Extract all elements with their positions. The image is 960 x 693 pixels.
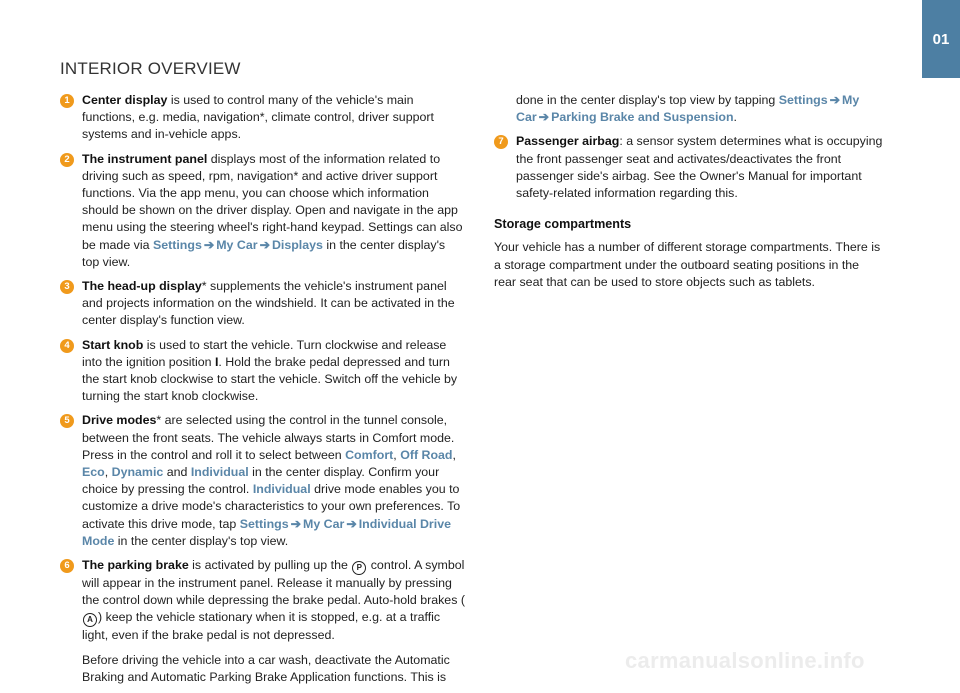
item-head-up-display [60, 278, 465, 330]
mode-off-road: Off Road [400, 447, 453, 462]
parking-brake-icon: P [352, 561, 366, 575]
menu-parking-brake-suspension: Parking Brake and Suspension [551, 110, 734, 125]
auto-hold-icon: A [83, 613, 97, 627]
item-term: Drive modes [82, 413, 157, 428]
menu-displays: Displays [271, 237, 323, 252]
item-start-knob [60, 337, 465, 406]
item-text [82, 151, 465, 271]
separator: , [452, 447, 456, 462]
separator: , [393, 447, 401, 462]
menu-my-car: My Car [216, 237, 258, 252]
mode-individual: Individual [190, 465, 249, 480]
left-column [60, 92, 465, 693]
item-body: . Hold the brake pedal depressed and turn the start knob clockwise to start the vehicle. Switch off the vehicle by turning the start knob clockwise. [82, 354, 458, 404]
item-text [82, 412, 465, 550]
menu-individual-drive-mode: Individual Drive Mode [82, 516, 451, 548]
item-body: . [733, 110, 737, 125]
mode-comfort: Comfort [345, 447, 394, 462]
mode-eco: Eco [82, 465, 105, 480]
number-badge: 5 [60, 414, 74, 428]
item-text [82, 337, 465, 406]
item-passenger-airbag [494, 133, 884, 202]
item-term: Center display [82, 93, 168, 107]
number-badge: 2 [60, 153, 74, 167]
menu-my-car: My Car [516, 93, 860, 125]
item-parking-brake [60, 557, 465, 686]
separator: , [104, 465, 112, 480]
item-term: The parking brake [82, 558, 189, 573]
arrow-icon: ➔ [259, 237, 270, 252]
item-body: is activated by pulling up the [188, 558, 352, 573]
item-body: is used to control many of the vehicle's main functions, e.g. media, navigation*, climate control, driver support systems and in-vehicle apps. [82, 93, 434, 142]
item-body: in the center display. Confirm your choice by pressing the control. [82, 465, 440, 497]
item-body: in the center display's top view. [82, 237, 446, 269]
arrow-icon: ➔ [829, 93, 841, 107]
arrow-icon: ➔ [203, 237, 215, 252]
watermark: carmanualsonline.info [625, 648, 865, 673]
item-body: * are selected using the control in the tunnel console, between the front seats. The vehicle always starts in Comfort mode. Press in the control and roll it to select between [82, 413, 455, 462]
item-text [82, 278, 465, 330]
chapter-tab [922, 0, 960, 78]
item-drive-modes [60, 412, 465, 550]
item-body: is used to start the vehicle. Turn clockwise and release into the ignition position [82, 337, 447, 369]
separator: and [163, 465, 191, 480]
item-term: The instrument panel [82, 151, 208, 166]
storage-text: Your vehicle has a number of different storage compartments. There is a storage compartment under the outboard seating positions in the rear seat that can be used to store objects such as tablets. [494, 240, 881, 289]
number-badge: 6 [60, 559, 74, 573]
item-body: drive mode enables you to customize a drive mode's characteristics to your own preferences. To activate this drive mode, tap [82, 482, 461, 531]
number-badge: 3 [60, 280, 74, 294]
number-badge: 4 [60, 339, 74, 353]
item-instrument-panel [60, 151, 465, 271]
item-body: in the center display's top view. [114, 533, 289, 548]
chapter-number: 01 [932, 30, 950, 48]
continuation-text [494, 92, 884, 126]
number-badge: 1 [60, 94, 74, 108]
item-text [82, 557, 465, 645]
item-center-display [60, 92, 465, 144]
arrow-icon: ➔ [538, 110, 550, 125]
arrow-icon: ➔ [290, 516, 301, 531]
item-body: control. A symbol will appear in the instrument panel. Release it manually by pressing the control down while depressing the brake pedal. Auto-hold brakes ( [82, 558, 465, 608]
item-body: * supplements the vehicle's instrument panel and projects information on the windshield. It can be activated in the center display's function view. [82, 279, 455, 328]
section-heading: Storage compartments [494, 217, 632, 232]
item-body: displays most of the information related to driving such as speed, rpm, navigation* and active driver support functions. Via the app menu, you can choose which information should be shown on the driver display. Open and navigate in the app menu using the steering wheel's right-hand keypad. Settings can also be made via [82, 151, 463, 252]
item-text [82, 92, 465, 144]
item-term: The head-up display [82, 279, 202, 294]
item-paragraph: Before driving the vehicle into a car wash, deactivate the Automatic Braking and Automatic Parking Brake Application functions. This is [82, 652, 450, 684]
number-badge: 7 [494, 135, 508, 149]
page-title: INTERIOR OVERVIEW [60, 59, 241, 78]
mode-individual: Individual [252, 482, 311, 497]
menu-my-car: My Car [303, 516, 345, 531]
item-term: Passenger airbag [516, 134, 620, 149]
arrow-icon: ➔ [346, 516, 357, 531]
item-body: ) keep the vehicle stationary when it is stopped, e.g. at a traffic light, even if the brake pedal is not depressed. [82, 610, 441, 643]
menu-settings: Settings [152, 237, 202, 252]
item-term: Start knob [82, 337, 144, 352]
ignition-position: I [214, 354, 219, 369]
menu-settings: Settings [239, 516, 289, 531]
mode-dynamic: Dynamic [111, 465, 164, 480]
item-body: done in the center display's top view by tapping [516, 93, 779, 107]
right-column [494, 92, 884, 291]
item-text [516, 133, 884, 202]
menu-settings: Settings [778, 93, 828, 107]
item-body: : a sensor system determines what is occupying the front passenger seat and activates/deactivates the front passenger side's airbag. See the Owner's Manual for important safety-related information regarding this. [516, 134, 883, 201]
